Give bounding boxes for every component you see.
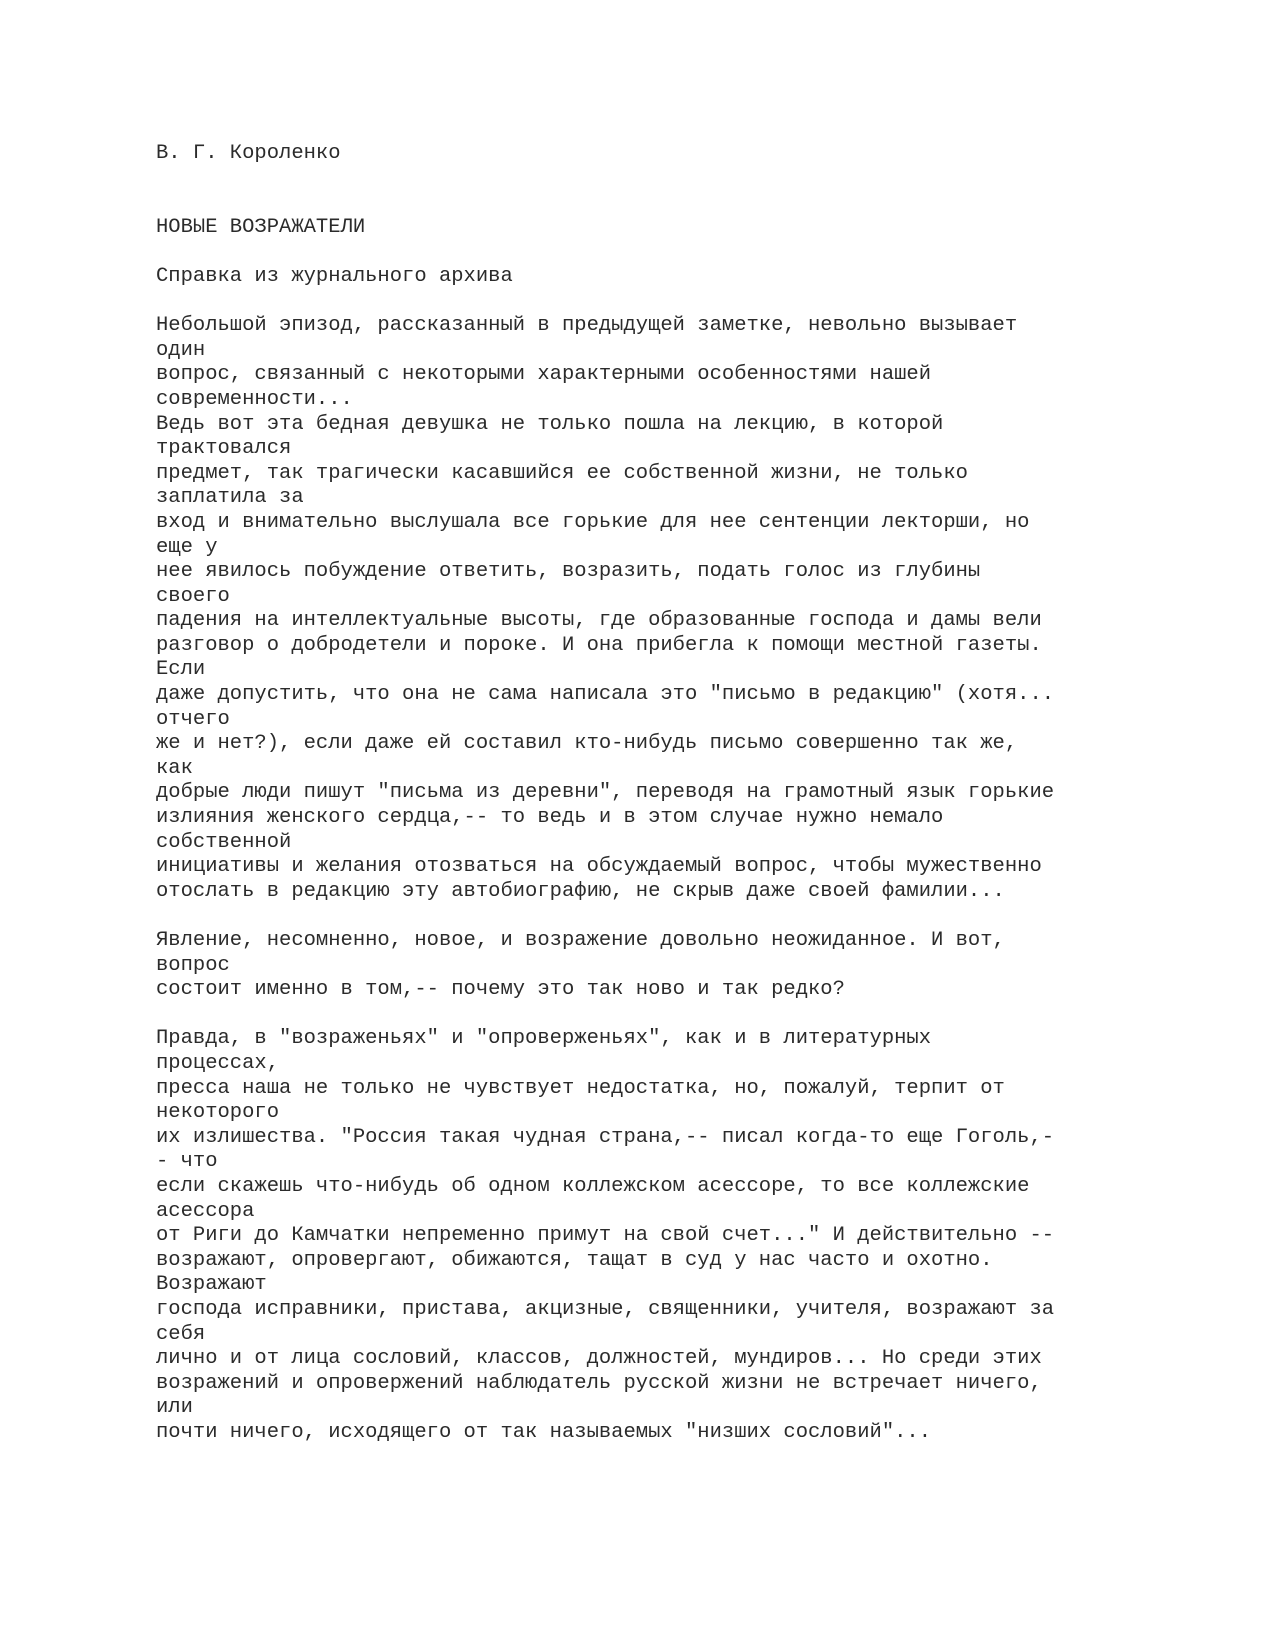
- document-subtitle: Справка из журнального архива: [156, 264, 513, 288]
- text-line: еще у: [156, 535, 218, 559]
- text-line: пресса наша не только не чувствует недостатка, но, пожалуй, терпит от: [156, 1076, 1005, 1100]
- text-line: добрые люди пишут "письма из деревни", переводя на грамотный язык горькие: [156, 781, 1055, 805]
- text-line: даже допустить, что она не сама написала это "письмо в редакцию" (хотя...: [156, 683, 1055, 707]
- text-line: излияния женского сердца,-- то ведь и в этом случае нужно немало: [156, 806, 944, 830]
- text-line: Явление, несомненно, новое, и возражение довольно неожиданное. И вот,: [156, 929, 1005, 952]
- text-line: Правда, в "возраженьях" и "опроверженьях", как и в литературных: [156, 1027, 932, 1051]
- text-line: Ведь вот эта бедная девушка не только пошла на лекцию, в которой: [156, 412, 944, 436]
- text-line: предмет, так трагически касавшийся ее собственной жизни, не только: [156, 461, 968, 485]
- text-line: почти ничего, исходящего от так называемых "низших сословий"...: [156, 1420, 932, 1444]
- text-line: трактовался: [156, 437, 292, 461]
- text-line: падения на интеллектуальные высоты, где образованные господа и дамы вели: [156, 609, 1042, 633]
- text-line: господа исправники, пристава, акцизные, священники, учителя, возражают за: [156, 1297, 1055, 1321]
- text-line: же и нет?), если даже ей составил кто-нибудь письмо совершенно так же,: [156, 732, 1018, 756]
- spacer: [156, 1003, 1156, 1028]
- text-line: нее явилось побуждение ответить, возразить, подать голос из глубины: [156, 560, 981, 584]
- spacer: [156, 290, 1156, 315]
- text-line: или: [156, 1396, 193, 1420]
- paragraph: [156, 1027, 1156, 1445]
- document-text: [156, 142, 1156, 1445]
- text-line: возражают, опровергают, обижаются, тащат в суд у нас часто и охотно.: [156, 1248, 993, 1272]
- text-line: возражений и опровержений наблюдатель русской жизни не встречает ничего,: [156, 1371, 1042, 1395]
- text-line: современности...: [156, 387, 353, 411]
- text-line: себя: [156, 1322, 206, 1346]
- text-line: собственной: [156, 830, 292, 854]
- text-line: асессора: [156, 1199, 255, 1223]
- text-line: Если: [156, 658, 206, 682]
- text-line: отчего: [156, 707, 230, 731]
- paragraph: [156, 314, 1156, 904]
- text-line: состоит именно в том,-- почему это так ново и так редко?: [156, 978, 845, 1002]
- spacer: [156, 240, 1156, 265]
- text-line: разговор о добродетели и пороке. И она прибегла к помощи местной газеты.: [156, 633, 1042, 657]
- text-line: один: [156, 338, 206, 362]
- text-line: процессах,: [156, 1051, 280, 1075]
- text-line: инициативы и желания отозваться на обсуждаемый вопрос, чтобы мужественно: [156, 855, 1042, 879]
- text-line: своего: [156, 584, 230, 608]
- text-line: некоторого: [156, 1101, 280, 1125]
- text-line: вопрос, связанный с некоторыми характерными особенностями нашей: [156, 363, 932, 387]
- text-line: Небольшой эпизод, рассказанный в предыдущей заметке, невольно вызывает: [156, 314, 1018, 338]
- text-line: их излишества. "Россия такая чудная страна,-- писал когда-то еще Гоголь,-: [156, 1125, 1055, 1149]
- text-line: как: [156, 756, 193, 780]
- spacer: [156, 904, 1156, 929]
- paragraph: [156, 929, 1156, 1003]
- text-line: отослать в редакцию эту автобиографию, не скрыв даже своей фамилии...: [156, 879, 1005, 903]
- text-line: - что: [156, 1150, 218, 1174]
- document-title: НОВЫЕ ВОЗРАЖАТЕЛИ: [156, 215, 366, 239]
- text-line: вход и внимательно выслушала все горькие для нее сентенции лекторши, но: [156, 510, 1030, 534]
- text-line: Возражают: [156, 1273, 267, 1297]
- text-line: от Риги до Камчатки непременно примут на свой счет..." И действительно --: [156, 1224, 1055, 1248]
- text-line: вопрос: [156, 953, 230, 977]
- author-line: В. Г. Короленко: [156, 142, 341, 165]
- text-line: лично и от лица сословий, классов, должностей, мундиров... Но среди этих: [156, 1347, 1042, 1371]
- text-line: если скажешь что-нибудь об одном коллежском асессоре, то все коллежские: [156, 1174, 1030, 1198]
- text-line: заплатила за: [156, 486, 304, 510]
- paragraphs: [156, 314, 1156, 1445]
